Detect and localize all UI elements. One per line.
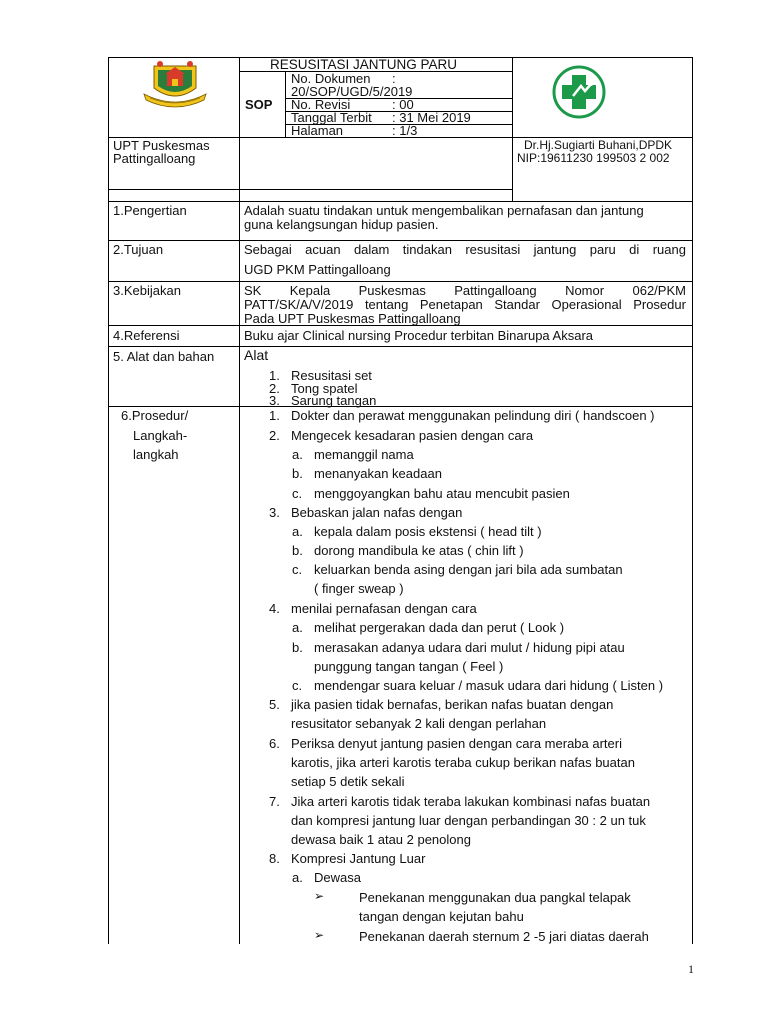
prosedur-label-line-3: langkah — [133, 447, 179, 462]
step-5: jika pasien tidak bernafas, berikan nafas buatan dengan — [291, 697, 614, 712]
tujuan-text-line-1 — [244, 242, 686, 257]
referensi-text: Buku ajar Clinical nursing Procedur terbitan Binarupa Aksara — [244, 328, 594, 343]
revision-label: No. Revisi — [291, 97, 351, 112]
kebijakan-word: 062/PKM — [632, 283, 686, 298]
step-2b-marker: b. — [292, 466, 303, 481]
kebijakan-word: Pattingalloang — [454, 283, 537, 298]
alat-number-3: 3. — [269, 393, 280, 408]
signer-nip: NIP:19611230 199503 2 002 — [517, 151, 670, 165]
header-bottom-line — [108, 201, 693, 202]
step-8a: Dewasa — [314, 870, 361, 885]
step-3a: kepala dalam posis ekstensi ( head tilt ) — [314, 524, 542, 539]
step-1: Dokter dan perawat menggunakan pelindung diri ( handscoen ) — [291, 408, 655, 423]
step-2: Mengecek kesadaran pasien dengan cara — [291, 428, 534, 443]
pengertian-label: 1.Pengertian — [113, 203, 187, 218]
tujuan-word: jantung — [533, 242, 577, 257]
header-lower-line — [108, 189, 513, 190]
step-3c-marker: c. — [292, 562, 303, 577]
step-number-2: 2. — [269, 428, 280, 443]
org-name-line-1: UPT Puskesmas — [113, 138, 210, 153]
tujuan-word: paru — [589, 242, 616, 257]
step-3: Bebaskan jalan nafas dengan — [291, 505, 463, 520]
row-line-1 — [108, 240, 693, 241]
step-4c: mendengar suara keluar / masuk udara dari hidung ( Listen ) — [314, 678, 664, 693]
step-7-continued-2: dewasa baik 1 atau 2 penolong — [291, 832, 471, 847]
row-line-4 — [108, 346, 693, 347]
issue-date-label: Tanggal Terbit — [291, 110, 372, 125]
table-border-left — [108, 57, 109, 944]
step-4a-marker: a. — [292, 620, 303, 635]
page-number: 1 — [688, 962, 694, 976]
step-3a-marker: a. — [292, 524, 303, 539]
step-6: Periksa denyut jantung pasien dengan cara meraba arteri — [291, 736, 622, 751]
kebijakan-text-line-2 — [244, 297, 686, 312]
step-number-8: 8. — [269, 851, 280, 866]
section-column-divider — [239, 201, 240, 944]
alat-number-2: 2. — [269, 381, 280, 396]
kebijakan-word: Nomor — [565, 283, 605, 298]
step-number-3: 3. — [269, 505, 280, 520]
step-4b-marker: b. — [292, 640, 303, 655]
step-number-1: 1. — [269, 408, 280, 423]
step-8a-point-2: Penekanan daerah sternum 2 -5 jari diatas daerah — [359, 929, 649, 944]
sop-divider — [285, 71, 286, 137]
step-5-continued: resusitator sebanyak 2 kali dengan perlahan — [291, 716, 547, 731]
alat-item-1: Resusitasi set — [291, 368, 372, 383]
pengertian-text-line-1: Adalah suatu tindakan untuk mengembalikan pernafasan dan jantung — [244, 203, 644, 218]
puskesmas-logo — [551, 64, 607, 120]
tujuan-word: di — [629, 242, 640, 257]
tujuan-label: 2.Tujuan — [113, 242, 164, 257]
step-number-5: 5. — [269, 697, 280, 712]
step-4: menilai pernafasan dengan cara — [291, 601, 477, 616]
kebijakan-label: 3.Kebijakan — [113, 283, 181, 298]
alat-item-3: Sarung tangan — [291, 393, 377, 408]
kebijakan-word: PATT/SK/A/V/2019 — [244, 297, 354, 312]
signer-name: Dr.Hj.Sugiarti Buhani,DPDK — [524, 138, 673, 152]
doc-number-colon: : — [392, 71, 396, 86]
step-3b-marker: b. — [292, 543, 303, 558]
kebijakan-word: Standar — [494, 297, 540, 312]
org-name-line-2: Pattingalloang — [113, 151, 196, 166]
table-border-right — [692, 57, 693, 944]
kebijakan-word: tentang — [364, 297, 409, 312]
step-8: Kompresi Jantung Luar — [291, 851, 426, 866]
referensi-label: 4.Referensi — [113, 328, 180, 343]
step-2c: menggoyangkan bahu atau mencubit pasien — [314, 486, 570, 501]
step-2c-marker: c. — [292, 486, 303, 501]
kebijakan-text-line-3: Pada UPT Puskesmas Pattingalloang — [244, 311, 461, 326]
tujuan-word: resusitasi — [465, 242, 521, 257]
sop-label: SOP — [245, 97, 273, 112]
step-4b-continued: punggung tangan tangan ( Feel ) — [314, 659, 504, 674]
step-8a-marker: a. — [292, 870, 303, 885]
step-2a: memanggil nama — [314, 447, 414, 462]
page-value: : 1/3 — [392, 123, 418, 138]
issue-date-value: : 31 Mei 2019 — [392, 110, 471, 125]
prosedur-label-line-1: 6.Prosedur/ — [121, 408, 189, 423]
tujuan-word: ruang — [652, 242, 686, 257]
step-number-4: 4. — [269, 601, 280, 616]
alat-number-1: 1. — [269, 368, 280, 383]
tujuan-word: Sebagai — [244, 242, 292, 257]
doc-number-label: No. Dokumen — [291, 71, 371, 86]
alat-heading: Alat — [244, 347, 269, 363]
step-3c: keluarkan benda asing dengan jari bila ada sumbatan — [314, 562, 623, 577]
step-2a-marker: a. — [292, 447, 303, 462]
alat-item-2: Tong spatel — [291, 381, 358, 396]
step-3c-continued: ( finger sweap ) — [314, 581, 404, 596]
kebijakan-word: SK — [244, 283, 262, 298]
tujuan-word: acuan — [305, 242, 341, 257]
kebijakan-text-line-1 — [244, 283, 686, 298]
revision-value: : 00 — [392, 97, 414, 112]
step-number-6: 6. — [269, 736, 280, 751]
header-divider-1 — [239, 57, 240, 202]
row-line-2 — [108, 281, 693, 282]
pengertian-text-line-2: guna kelangsungan hidup pasien. — [244, 217, 439, 232]
regional-emblem-logo — [140, 58, 210, 108]
arrow-bullet-icon: ➢ — [314, 889, 325, 903]
step-7-continued-1: dan kompresi jantung luar dengan perbandingan 30 : 2 un tuk — [291, 813, 646, 828]
step-7: Jika arteri karotis tidak teraba lakukan kombinasi nafas buatan — [291, 794, 651, 809]
tujuan-text-line-2: UGD PKM Pattingalloang — [244, 262, 391, 277]
kebijakan-word: Operasional — [551, 297, 622, 312]
step-6-continued-1: karotis, jika arteri karotis teraba cukup berikan nafas buatan — [291, 755, 635, 770]
header-divider-2 — [512, 57, 513, 202]
page-label: Halaman — [291, 123, 344, 138]
tujuan-word: dalam — [353, 242, 390, 257]
doc-number-value: 20/SOP/UGD/5/2019 — [291, 84, 413, 99]
step-number-7: 7. — [269, 794, 280, 809]
kebijakan-word: Penetapan — [419, 297, 483, 312]
tujuan-word: tindakan — [402, 242, 452, 257]
step-4c-marker: c. — [292, 678, 303, 693]
step-2b: menanyakan keadaan — [314, 466, 442, 481]
step-3b: dorong mandibula ke atas ( chin lift ) — [314, 543, 524, 558]
step-4b: merasakan adanya udara dari mulut / hidung pipi atau — [314, 640, 625, 655]
prosedur-label-line-2: Langkah- — [133, 428, 188, 443]
row-line-5 — [108, 406, 693, 407]
step-8a-point-1: Penekanan menggunakan dua pangkal telapak — [359, 890, 631, 905]
step-6-continued-2: setiap 5 detik sekali — [291, 774, 405, 789]
step-8a-point-1-continued: tangan dengan kejutan bahu — [359, 909, 524, 924]
alat-bahan-label: 5. Alat dan bahan — [113, 349, 215, 364]
step-4a: melihat pergerakan dada dan perut ( Look ) — [314, 620, 565, 635]
kebijakan-word: Kepala — [289, 283, 331, 298]
document-title: RESUSITASI JANTUNG PARU — [270, 57, 458, 72]
kebijakan-word: Prosedur — [633, 297, 686, 312]
arrow-bullet-icon: ➢ — [314, 928, 325, 942]
kebijakan-word: Puskesmas — [358, 283, 426, 298]
